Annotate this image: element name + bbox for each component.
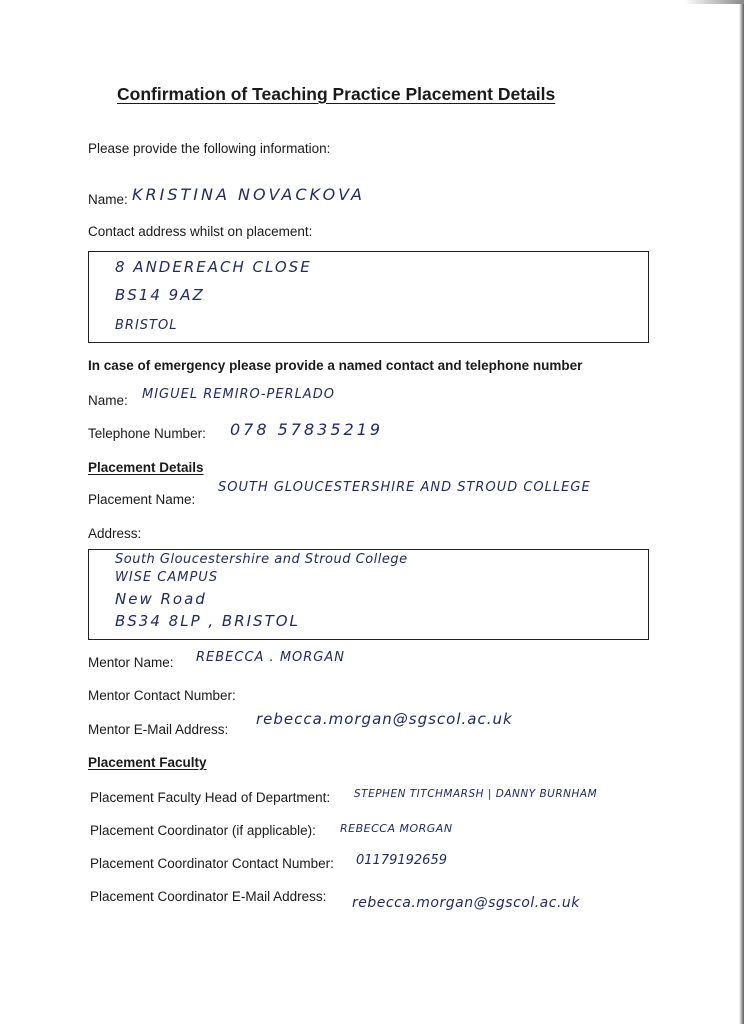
coordinator-email-value[interactable]: rebecca.morgan@sgscol.ac.uk xyxy=(352,895,580,911)
faculty-head-value[interactable]: STEPHEN TITCHMARSH | DANNY BURNHAM xyxy=(354,788,598,800)
mentor-contact-label: Mentor Contact Number: xyxy=(88,688,236,703)
placement-address-line: South Gloucestershire and Stroud College xyxy=(115,552,408,567)
contact-address-box[interactable] xyxy=(88,251,649,343)
faculty-head-label: Placement Faculty Head of Department: xyxy=(90,790,331,805)
coordinator-contact-value[interactable]: 01179192659 xyxy=(356,853,447,868)
placement-address-line: BS34 8LP , BRISTOL xyxy=(115,612,300,630)
coordinator-value[interactable]: REBECCA MORGAN xyxy=(340,822,453,835)
scan-edge-top xyxy=(684,0,744,4)
contact-address-label: Contact address whilst on placement: xyxy=(88,224,313,239)
placement-address-line: New Road xyxy=(115,590,207,608)
emergency-name-value[interactable]: MIGUEL REMIRO-PERLADO xyxy=(142,387,335,402)
coordinator-email-label: Placement Coordinator E-Mail Address: xyxy=(90,889,327,904)
name-label: Name: xyxy=(88,192,128,207)
telephone-value[interactable]: 078 57835219 xyxy=(230,420,384,439)
emergency-heading: In case of emergency please provide a named contact and telephone number xyxy=(88,358,583,373)
contact-address-line: BRISTOL xyxy=(115,318,178,333)
contact-address-line: 8 ANDEREACH CLOSE xyxy=(115,258,312,276)
mentor-name-value[interactable]: REBECCA . MORGAN xyxy=(196,650,345,665)
placement-name-label: Placement Name: xyxy=(88,492,196,507)
placement-address-box[interactable] xyxy=(88,549,649,640)
coordinator-label: Placement Coordinator (if applicable): xyxy=(90,823,316,838)
placement-faculty-heading: Placement Faculty xyxy=(88,755,207,770)
mentor-email-value[interactable]: rebecca.morgan@sgscol.ac.uk xyxy=(256,710,513,728)
page-title: Confirmation of Teaching Practice Placement Details xyxy=(117,84,556,104)
placement-address-line: WISE CAMPUS xyxy=(115,570,219,585)
mentor-email-label: Mentor E-Mail Address: xyxy=(88,722,229,737)
coordinator-contact-label: Placement Coordinator Contact Number: xyxy=(90,856,334,871)
name-value[interactable]: KRISTINA NOVACKOVA xyxy=(132,185,365,204)
placement-details-heading: Placement Details xyxy=(88,460,204,475)
intro-text: Please provide the following information: xyxy=(88,141,331,156)
address-label: Address: xyxy=(88,526,142,541)
scan-edge-shadow xyxy=(739,0,744,1024)
emergency-name-label: Name: xyxy=(88,393,128,408)
telephone-label: Telephone Number: xyxy=(88,426,206,441)
contact-address-line: BS14 9AZ xyxy=(115,286,205,304)
mentor-name-label: Mentor Name: xyxy=(88,655,174,670)
placement-name-value[interactable]: SOUTH GLOUCESTERSHIRE AND STROUD COLLEGE xyxy=(218,480,591,495)
